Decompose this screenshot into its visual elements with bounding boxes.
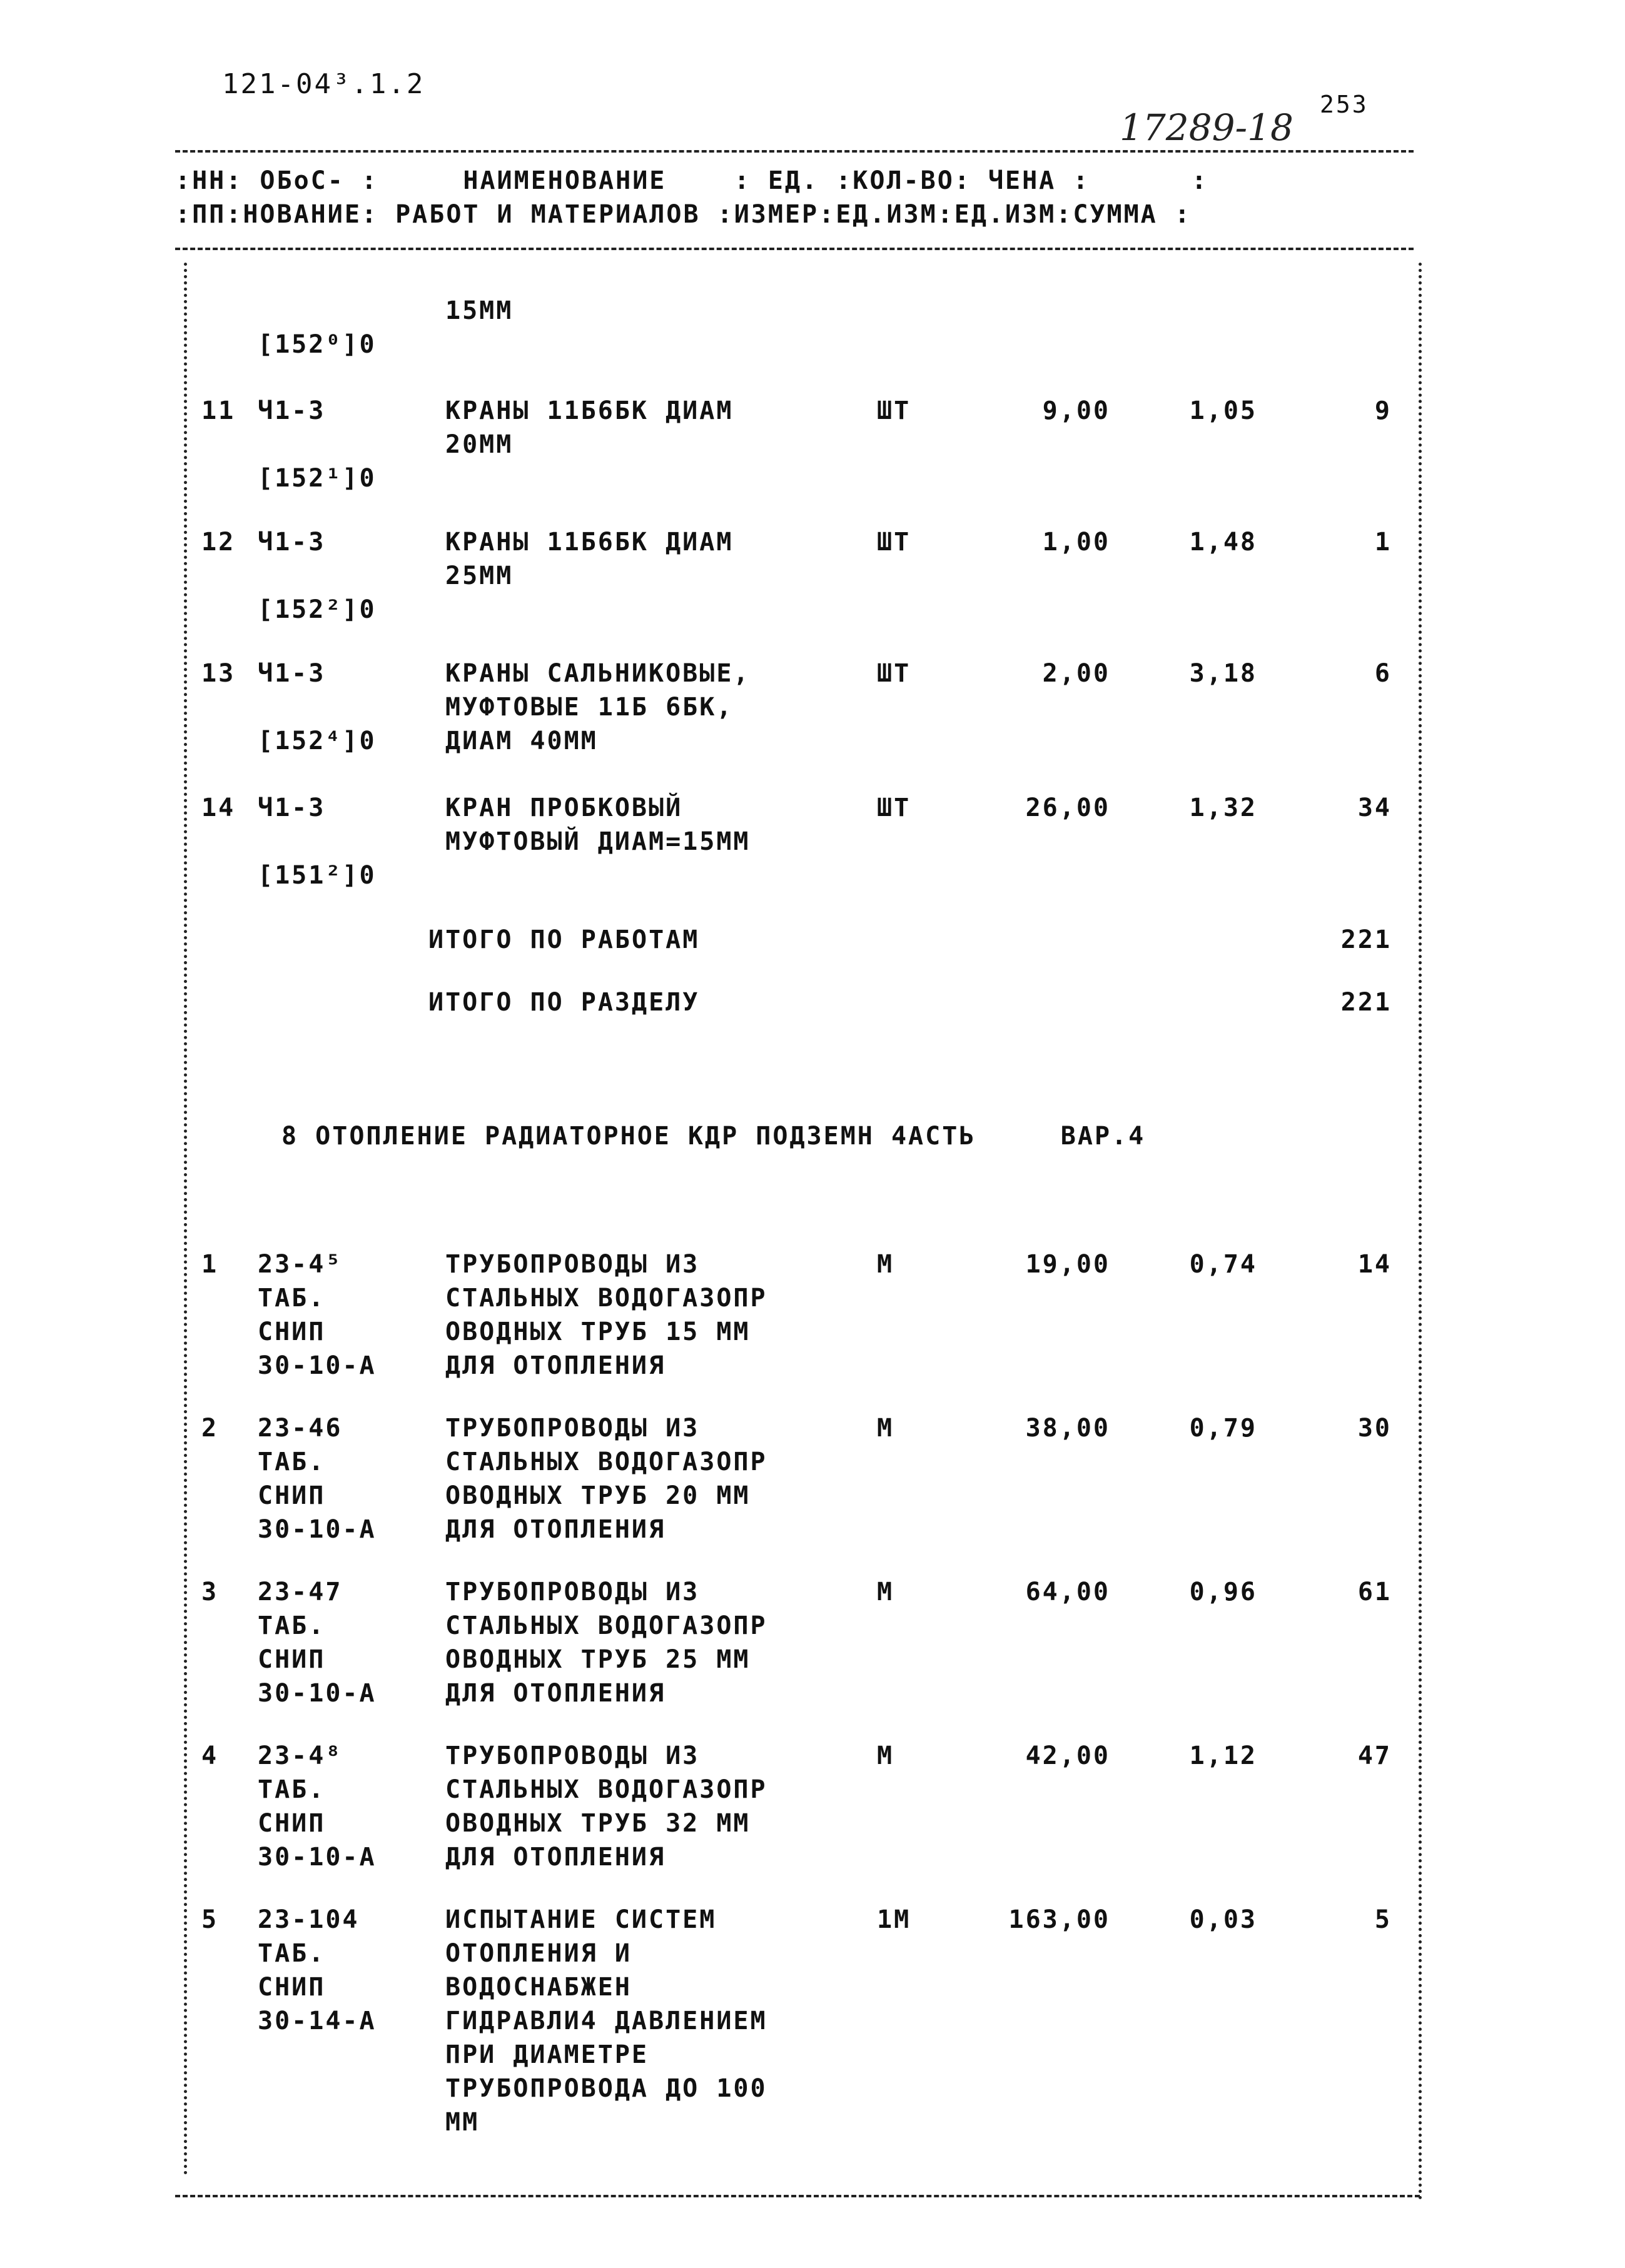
row-name: МУФТОВЫЕ 11Б 6БК, [445,693,734,722]
handwritten-number: 17289-18 [1120,106,1293,149]
row-code: СНИП [258,1973,326,2002]
row-code: 30-10-А [258,1843,377,1872]
row-name: СТАЛЬНЫХ ВОДОГАЗОПР [445,1775,767,1804]
row-name: ТРУБОПРОВОДЫ ИЗ [445,1578,700,1606]
row-name: ИСПЫТАНИЕ СИСТЕМ [445,1905,717,1934]
row-price: 0,74 [1189,1250,1257,1279]
row-name: 25ММ [445,562,514,590]
row-quantity: 64,00 [1025,1578,1110,1606]
row-name: КРАНЫ 11Б6БК ДИАМ [445,396,734,425]
row-unit: М [877,1578,894,1606]
row-code: 30-14-А [258,2007,377,2035]
row-name: ОВОДНЫХ ТРУБ 15 ММ [445,1318,751,1346]
row-name: ДЛЯ ОТОПЛЕНИЯ [445,1679,666,1708]
right-border [1419,263,1422,2201]
header-line-2: :ПП:НОВАНИЕ: РАБОТ И МАТЕРИАЛОВ :ИЗМЕР:ЕД.ИЗМ:ЕД.ИЗМ:СУММА : [175,200,1192,229]
row-price: 1,12 [1189,1741,1257,1770]
row-name: ОВОДНЫХ ТРУБ 20 ММ [445,1481,751,1510]
row-name: ТРУБОПРОВОДЫ ИЗ [445,1250,700,1279]
row-price: 1,32 [1189,794,1257,822]
row-name: ВОДОСНАБЖЕН [445,1973,632,2002]
row-code: ТАБ. [258,1611,326,1640]
row-name: ДИАМ 40ММ [445,727,598,755]
row-name: КРАНЫ САЛЬНИКОВЫЕ, [445,659,751,688]
row-name: ОВОДНЫХ ТРУБ 25 ММ [445,1645,751,1674]
bottom-rule [175,2195,1420,2197]
row-code: [152⁴]0 [258,727,377,755]
row-code: ТАБ. [258,1939,326,1968]
row-code: [152²]0 [258,595,377,624]
row-number: 4 [201,1741,219,1770]
row-unit: М [877,1741,894,1770]
row-sum: 47 [1357,1741,1392,1770]
row-name: ТРУБОПРОВОДА ДО 100 [445,2074,767,2103]
section-title: 8 ОТОПЛЕНИЕ РАДИАТОРНОЕ КДР ПОДЗЕМН 4АСТЬ ВАР.4 [281,1122,1146,1151]
row-number: 14 [201,794,236,822]
row-quantity: 1,00 [1042,528,1110,557]
row-name: ОТОПЛЕНИЯ И [445,1939,632,1968]
top-rule [175,150,1414,153]
row-code: СНИП [258,1809,326,1838]
row-sum: 5 [1374,1905,1392,1934]
row-number: 12 [201,528,236,557]
row-name: ТРУБОПРОВОДЫ ИЗ [445,1741,700,1770]
page-number: 253 [1320,91,1369,118]
header-line-1: :НН: ОБоС- : НАИМЕНОВАНИЕ : ЕД. :КОЛ-ВО: ЧЕНА : : [175,166,1209,195]
row-sum: 34 [1357,794,1392,822]
row-unit: ШТ [877,794,911,822]
row-sum: 9 [1374,396,1392,425]
row-code: СНИП [258,1481,326,1510]
row-code: Ч1-3 [258,396,326,425]
row-sum: 14 [1357,1250,1392,1279]
row-sum: 30 [1357,1414,1392,1443]
row-name: ТРУБОПРОВОДЫ ИЗ [445,1414,700,1443]
row-price: 1,05 [1189,396,1257,425]
row-name: ОВОДНЫХ ТРУБ 32 ММ [445,1809,751,1838]
row-price: 0,79 [1189,1414,1257,1443]
row-code: 30-10-А [258,1351,377,1380]
row-sum: 1 [1374,528,1392,557]
row-unit: 1М [877,1905,911,1934]
row-code: 30-10-А [258,1515,377,1544]
row-quantity: 2,00 [1042,659,1110,688]
row-name: 15ММ [445,296,514,325]
row-code: 23-47 [258,1578,343,1606]
row-code: СНИП [258,1645,326,1674]
left-border [184,263,187,2176]
row-number: 13 [201,659,236,688]
row-code: [152¹]0 [258,464,377,493]
row-name: 20ММ [445,430,514,459]
row-name: ГИДРАВЛИ4 ДАВЛЕНИЕМ [445,2007,767,2035]
row-code: ТАБ. [258,1448,326,1476]
row-code: Ч1-3 [258,794,326,822]
row-name: СТАЛЬНЫХ ВОДОГАЗОПР [445,1448,767,1476]
row-code: ТАБ. [258,1284,326,1313]
row-code: [151²]0 [258,861,377,890]
row-price: 0,96 [1189,1578,1257,1606]
row-name: КРАНЫ 11Б6БК ДИАМ [445,528,734,557]
row-name: ПРИ ДИАМЕТРЕ [445,2040,649,2069]
row-quantity: 26,00 [1025,794,1110,822]
row-code: [152⁰]0 [258,330,377,359]
row-unit: ШТ [877,659,911,688]
row-name: КРАН ПРОБКОВЫЙ [445,794,683,822]
document-code: 121-04³.1.2 [222,68,425,100]
row-name: МУФТОВЫЙ ДИАМ=15ММ [445,827,751,856]
row-sum: 6 [1374,659,1392,688]
row-number: 1 [201,1250,219,1279]
row-price: 3,18 [1189,659,1257,688]
row-quantity: 42,00 [1025,1741,1110,1770]
row-unit: ШТ [877,396,911,425]
row-sum: 61 [1357,1578,1392,1606]
row-name: СТАЛЬНЫХ ВОДОГАЗОПР [445,1284,767,1313]
row-number: 3 [201,1578,219,1606]
row-quantity: 38,00 [1025,1414,1110,1443]
row-code: 30-10-А [258,1679,377,1708]
row-name: ДЛЯ ОТОПЛЕНИЯ [445,1843,666,1872]
row-unit: М [877,1250,894,1279]
row-name: ДЛЯ ОТОПЛЕНИЯ [445,1515,666,1544]
row-name: ММ [445,2108,480,2137]
total-value: 221 [1340,925,1392,954]
row-number: 5 [201,1905,219,1934]
row-quantity: 163,00 [1008,1905,1110,1934]
row-code: ТАБ. [258,1775,326,1804]
total-label: ИТОГО ПО РАЗДЕЛУ [428,988,700,1017]
row-price: 0,03 [1189,1905,1257,1934]
row-name: СТАЛЬНЫХ ВОДОГАЗОПР [445,1611,767,1640]
total-label: ИТОГО ПО РАБОТАМ [428,925,700,954]
row-unit: ШТ [877,528,911,557]
row-code: 23-4⁵ [258,1250,343,1279]
row-unit: М [877,1414,894,1443]
row-code: 23-104 [258,1905,360,1934]
row-code: Ч1-3 [258,659,326,688]
row-code: 23-46 [258,1414,343,1443]
total-value: 221 [1340,988,1392,1017]
row-name: ДЛЯ ОТОПЛЕНИЯ [445,1351,666,1380]
row-code: Ч1-3 [258,528,326,557]
row-code: СНИП [258,1318,326,1346]
row-number: 2 [201,1414,219,1443]
row-quantity: 19,00 [1025,1250,1110,1279]
header-rule [175,248,1414,250]
row-price: 1,48 [1189,528,1257,557]
row-number: 11 [201,396,236,425]
row-code: 23-4⁸ [258,1741,343,1770]
row-quantity: 9,00 [1042,396,1110,425]
